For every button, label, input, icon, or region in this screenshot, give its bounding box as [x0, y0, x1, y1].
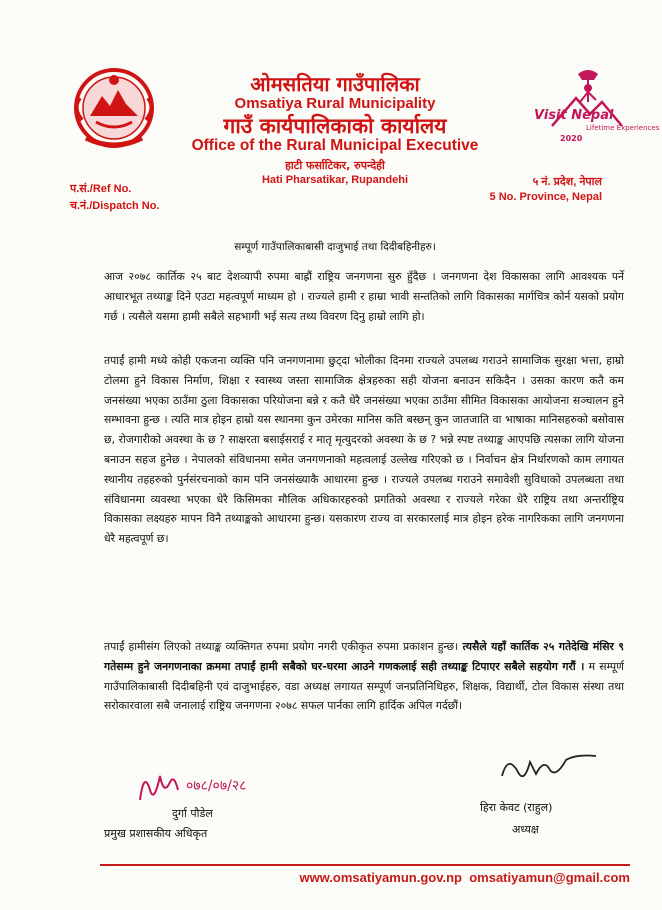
footer-website-link[interactable]: www.omsatiyamun.gov.np: [299, 870, 462, 885]
paragraph-3-intro: तपाईं हामीसंग लिएको तथ्याङ्क व्यक्तिगत रुपमा प्रयोग नगरी एकीकृत रुपमा प्रकाशन हुन्छ।: [104, 640, 459, 653]
handwritten-date: ०७८/०७/२८: [186, 778, 247, 794]
right-signatory-title: अध्यक्ष: [512, 823, 539, 836]
municipality-name-en: Omsatiya Rural Municipality: [234, 95, 436, 112]
footer-email-link[interactable]: omsatiyamun@gmail.com: [469, 870, 630, 885]
left-signature-icon: [134, 760, 284, 810]
paragraph-1: आज २०७८ कार्तिक २५ बाट देशव्यापी रुपमा बाह्रौं राष्ट्रिय जनगणना सुरु हुँदैछ । जनगणना देश विकासका लागि आवश्यक पर्ने आधारभूत तथ्याङ्क दिने एउटा महत्वपूर्ण माध्यम हो । राज्यले हामी र हाम्रा भावी सन्ततिको लागि विकासका मार्गचित्र कोर्न यसको प्रयोग गर्छ । त्यसैले यसमा हामी सबैले सहभागी भई सत्य तथ्य विवरण दिनु हाम्रो लागि हो।: [104, 270, 624, 323]
right-signatory-name: हिरा केवट (राहुल): [480, 801, 553, 814]
salutation: सम्पूर्ण गाउँपालिकाबासी दाजुभाई तथा दिदीबहिनीहरु।: [234, 241, 436, 253]
footer-divider: [100, 864, 630, 866]
visit-nepal-year: 2020: [560, 134, 583, 143]
nepal-emblem-icon: [66, 58, 162, 154]
footer-contact: [100, 870, 630, 885]
right-signature-icon: [496, 748, 606, 788]
paragraph-3-bold: त्यसैले यहाँ कार्तिक २५ गतेदेखि मंसिर ९ गतेसम्म हुने जनगणनाका क्रममा तपाईं हामी सबैको घर-घरमा आउने गणकलाई सही तथ्याङ्क टिपाएर सबैले सहयोग गरौं ।: [104, 640, 624, 673]
address-ne: हाटी फर्साटिकर, रुपन्देही: [285, 159, 385, 172]
ref-no-label: प.सं./Ref No.: [70, 183, 132, 195]
left-signatory-title: प्रमुख प्रशासकीय अधिकृत: [104, 827, 208, 840]
address-en: Hati Pharsatikar, Rupandehi: [261, 174, 409, 186]
dispatch-no-label: च.नं./Dispatch No.: [70, 200, 160, 212]
municipality-name-ne: ओमसतिया गाउँपालिका: [250, 72, 420, 96]
paragraph-2: तपाईं हामी मध्ये कोही एकजना व्यक्ति पनि जनगणनामा छुट्दा भोलीका दिनमा राज्यले उपलब्ध गराउने सामाजिक सुरक्षा भत्ता, हाम्रो टोलमा हुने विकास निर्माण, शिक्षा र स्वास्थ्य जस्ता सामाजिक क्षेत्रहरुका सही योजना बनाउन सकिदैन । उसका कारण कतै कम जनसंख्या भएका ठाउँमा ठुला विकासका परियोजना बन्ने र कतै धेरै जनसंख्या भएका ठाउँमा सीमित विकासका आयोजना सञ्चालन हुने सम्भावना हुन्छ । त्यति मात्र होइन हाम्रो यस स्थानमा कुन उमेरका मानिस कति बस्छन् कुन जातजाति वा भाषाका मानिसहरुको बसोवास छ, रोजगारीको अवस्था के छ ? साक्षरता बसाईसराई र मातृ मृत्युदरको अवस्था के छ ? भन्ने स्पष्ट तथ्याङ्क आएपछि त्यसका लागि योजना बनाउन सहज हुनेछ । नेपालको संविधानमा समेत जनगणनाको महत्वलाई उल्लेख गरिएको छ । निर्वाचन क्षेत्र निर्धारणको काम लगायत स्थानीय तहहरुको पुर्नसंरचनाको काम पनि जनसंख्याकै आधारमा हुन्छ । राज्यले उपलब्ध गराउने समावेशी सुविधाको उपलब्धता तथा संविधानमा व्यवस्था भएका धेरै किसिमका मौलिक अधिकारहरुको प्रगतिको अवस्था र राज्यले गरेका धेरै राष्ट्रिय तथा अन्तर्राष्ट्रिय विकासका लक्ष्यहरु मापन विनै तथ्याङ्कको आधारमा हुन्छ। यसकारण राज्य वा सरकारलाई मात्र होइन हरेक नागरिकका लागि जनगणना धेरै महत्वपूर्ण छ।: [104, 354, 624, 546]
office-name-ne: गाउँ कार्यपालिकाको कार्यालय: [223, 114, 447, 138]
office-name-en: Office of the Rural Municipal Executive: [191, 137, 479, 154]
visit-nepal-tagline: Lifetime Experiences: [586, 124, 660, 132]
province-ne: ५ नं. प्रदेश, नेपाल: [532, 176, 602, 188]
visit-nepal-text: Visit Nepal: [534, 108, 614, 123]
paragraph-3-appeal: म सम्पूर्ण गाउँपालिकाबासी दिदीबहिनी एवं दाजुभाईहरु, वडा अध्यक्ष लगायत सम्पूर्ण जनप्रतिनिधिहरु, शिक्षक, विद्यार्थी, टोल विकास संस्था तथा सरोकारवाला सबै जनालाई राष्ट्रिय जनगणना २०७८ सफल पार्नका लागि हार्दिक अपिल गर्दछौं।: [104, 659, 624, 713]
province-en: 5 No. Province, Nepal: [489, 191, 602, 203]
paragraph-3: [104, 637, 624, 716]
left-signatory-name: दुर्गा पौडेल: [172, 807, 213, 820]
